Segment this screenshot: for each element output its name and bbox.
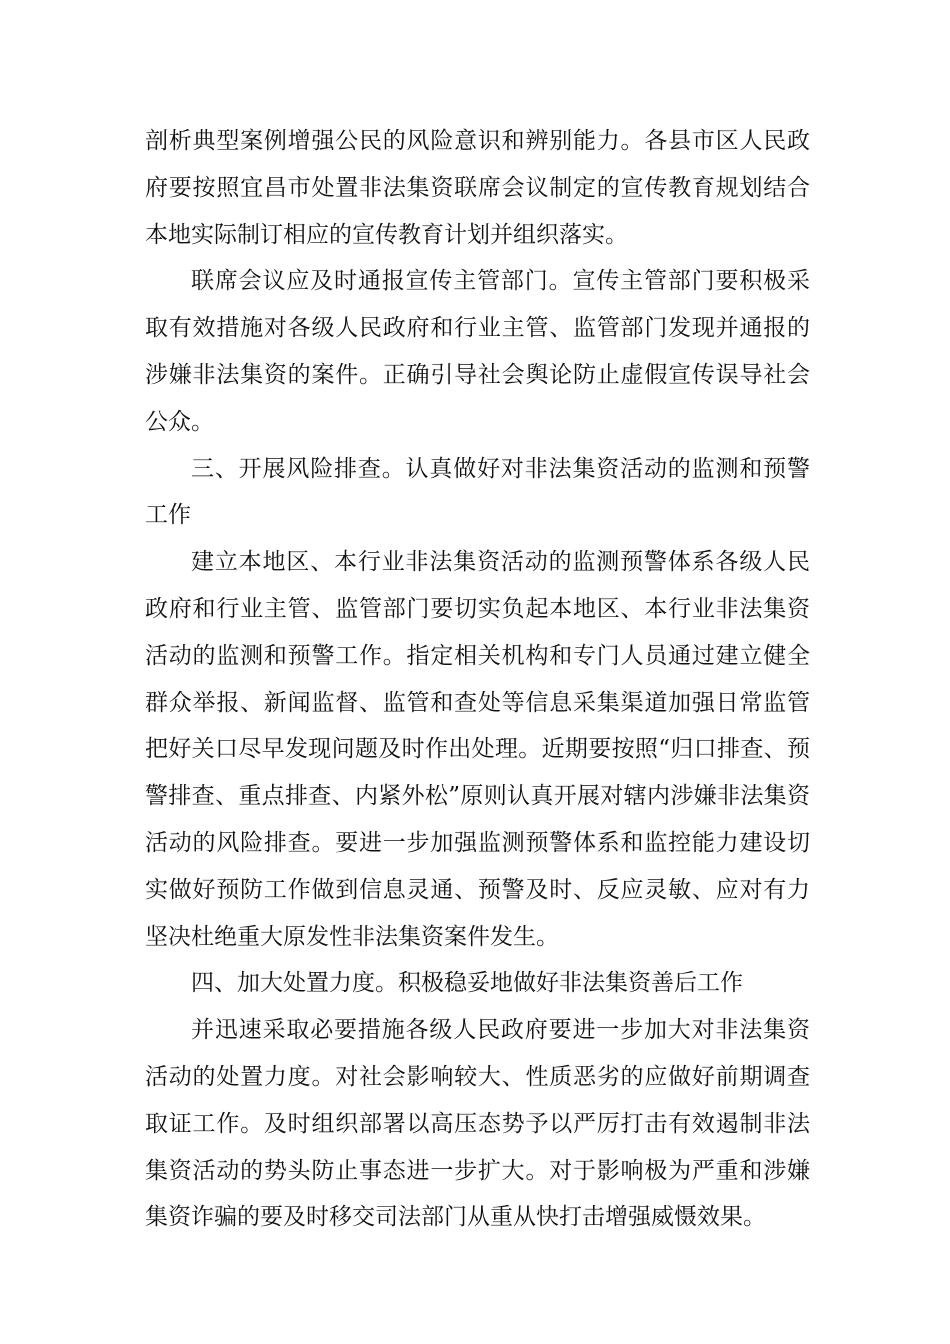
section-heading-3: 三、开展风险排查。认真做好对非法集资活动的监测和预警工作: [145, 455, 810, 529]
paragraph-6: 并迅速采取必要措施各级人民政府要进一步加大对非法集资活动的处置力度。对社会影响较大、性质恶劣的应做好前期调查取证工作。及时组织部署以高压态势予以严厉打击有效遏制非法集资活动的势头防止事态进一步扩大。对于影响极为严重和涉嫌集资诈骗的要及时移交司法部门从重从快打击增强威慑效果。: [145, 1017, 810, 1231]
paragraph-1: 剖析典型案例增强公民的风险意识和辨别能力。各县市区人民政府要按照宜昌市处置非法集资联席会议制定的宣传教育规划结合本地实际制订相应的宣传教育计划并组织落实。: [145, 128, 810, 248]
section-heading-4: 四、加大处置力度。积极稳妥地做好非法集资善后工作: [191, 970, 743, 997]
document-body: [145, 118, 810, 1241]
paragraph-4: 建立本地区、本行业非法集资活动的监测预警体系各级人民政府和行业主管、监管部门要切实负起本地区、本行业非法集资活动的监测和预警工作。指定相关机构和专门人员通过建立健全群众举报、新闻监督、监管和查处等信息采集渠道加强日常监管把好关口尽早发现问题及时作出处理。近期要按照“归口排查、预警排查、重点排查、内紧外松”原则认真开展对辖内涉嫌非法集资活动的风险排查。要进一步加强监测预警体系和监控能力建设切实做好预防工作做到信息灵通、预警及时、反应灵敏、应对有力坚决杜绝重大原发性非法集资案件发生。: [145, 549, 810, 950]
paragraph-2: 联席会议应及时通报宣传主管部门。宣传主管部门要积极采取有效措施对各级人民政府和行业主管、监管部门发现并通报的涉嫌非法集资的案件。正确引导社会舆论防止虚假宣传误导社会公众。: [145, 268, 810, 435]
